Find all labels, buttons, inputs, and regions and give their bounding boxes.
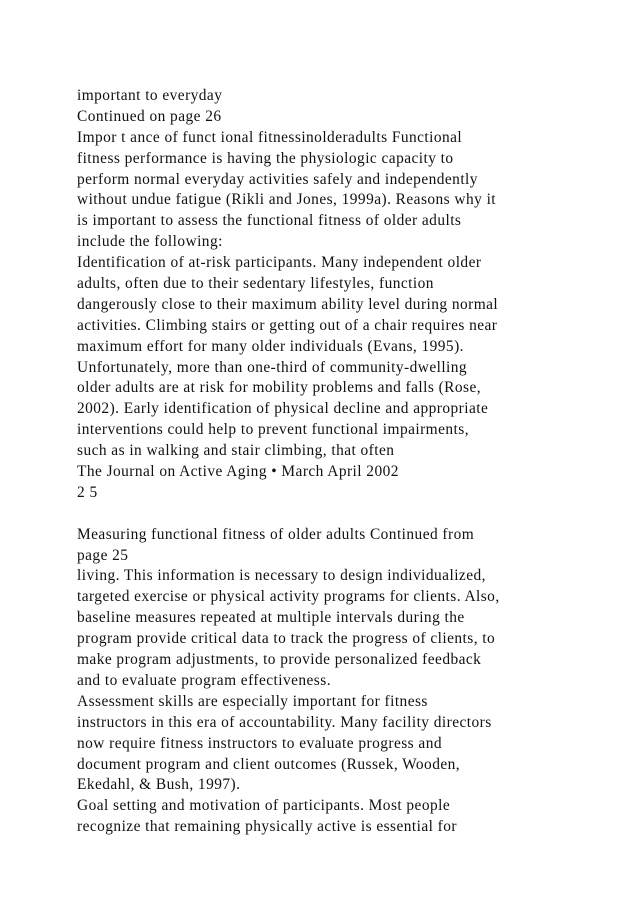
text-line: recognize that remaining physically active is essential for	[77, 818, 457, 836]
section-heading: Measuring functional fitness of older adults Continued from	[77, 525, 475, 543]
text-line: dangerously close to their maximum ability level during normal	[77, 295, 499, 313]
text-line: without undue fatigue (Rikli and Jones, 1999a). Reasons why it	[77, 191, 497, 209]
text-line: make program adjustments, to provide personalized feedback	[77, 651, 482, 669]
text-line: baseline measures repeated at multiple intervals during the	[77, 609, 465, 627]
text-line: Unfortunately, more than one-third of community-dwelling	[77, 358, 468, 376]
text-line: perform normal everyday activities safely and independently	[77, 170, 478, 188]
text-line: and to evaluate program effectiveness.	[77, 671, 331, 689]
text-line: older adults are at risk for mobility problems and falls (Rose,	[77, 379, 482, 397]
text-line: Goal setting and motivation of participants. Most people	[77, 797, 451, 815]
text-block-2	[77, 525, 617, 838]
text-line: Identification of at-risk participants. Many independent older	[77, 254, 482, 272]
text-line: Impor t ance of funct ional fitnessinolderadults Functional	[77, 128, 463, 146]
text-line: program provide critical data to track the progress of clients, to	[77, 630, 496, 648]
text-line: targeted exercise or physical activity programs for clients. Also,	[77, 588, 500, 606]
text-block-1	[77, 86, 617, 504]
section-heading-continued: page 25	[77, 546, 129, 564]
text-line: is important to assess the functional fitness of older adults	[77, 212, 462, 230]
section-gap	[77, 504, 617, 525]
page-number: 2 5	[77, 483, 98, 501]
text-line: instructors in this era of accountability. Many facility directors	[77, 713, 492, 731]
journal-footer: The Journal on Active Aging • March April 2002	[77, 463, 399, 481]
text-line: include the following:	[77, 233, 223, 251]
text-line: Ekedahl, & Bush, 1997).	[77, 776, 241, 794]
text-line: document program and client outcomes (Russek, Wooden,	[77, 755, 461, 773]
text-line: adults, often due to their sedentary lifestyles, function	[77, 275, 434, 293]
text-line: activities. Climbing stairs or getting out of a chair requires near	[77, 316, 498, 334]
text-line: 2002). Early identification of physical decline and appropriate	[77, 400, 489, 418]
text-line: such as in walking and stair climbing, that often	[77, 442, 395, 460]
text-line: interventions could help to prevent functional impairments,	[77, 421, 469, 439]
text-line: fitness performance is having the physiologic capacity to	[77, 149, 454, 167]
text-line: living. This information is necessary to design individualized,	[77, 567, 486, 585]
text-line: Assessment skills are especially important for fitness	[77, 692, 428, 710]
text-line: maximum effort for many older individuals (Evans, 1995).	[77, 337, 464, 355]
continued-note: Continued on page 26	[77, 107, 222, 125]
text-line: important to everyday	[77, 87, 223, 104]
text-line: now require fitness instructors to evaluate progress and	[77, 734, 442, 752]
document-page	[77, 86, 617, 838]
